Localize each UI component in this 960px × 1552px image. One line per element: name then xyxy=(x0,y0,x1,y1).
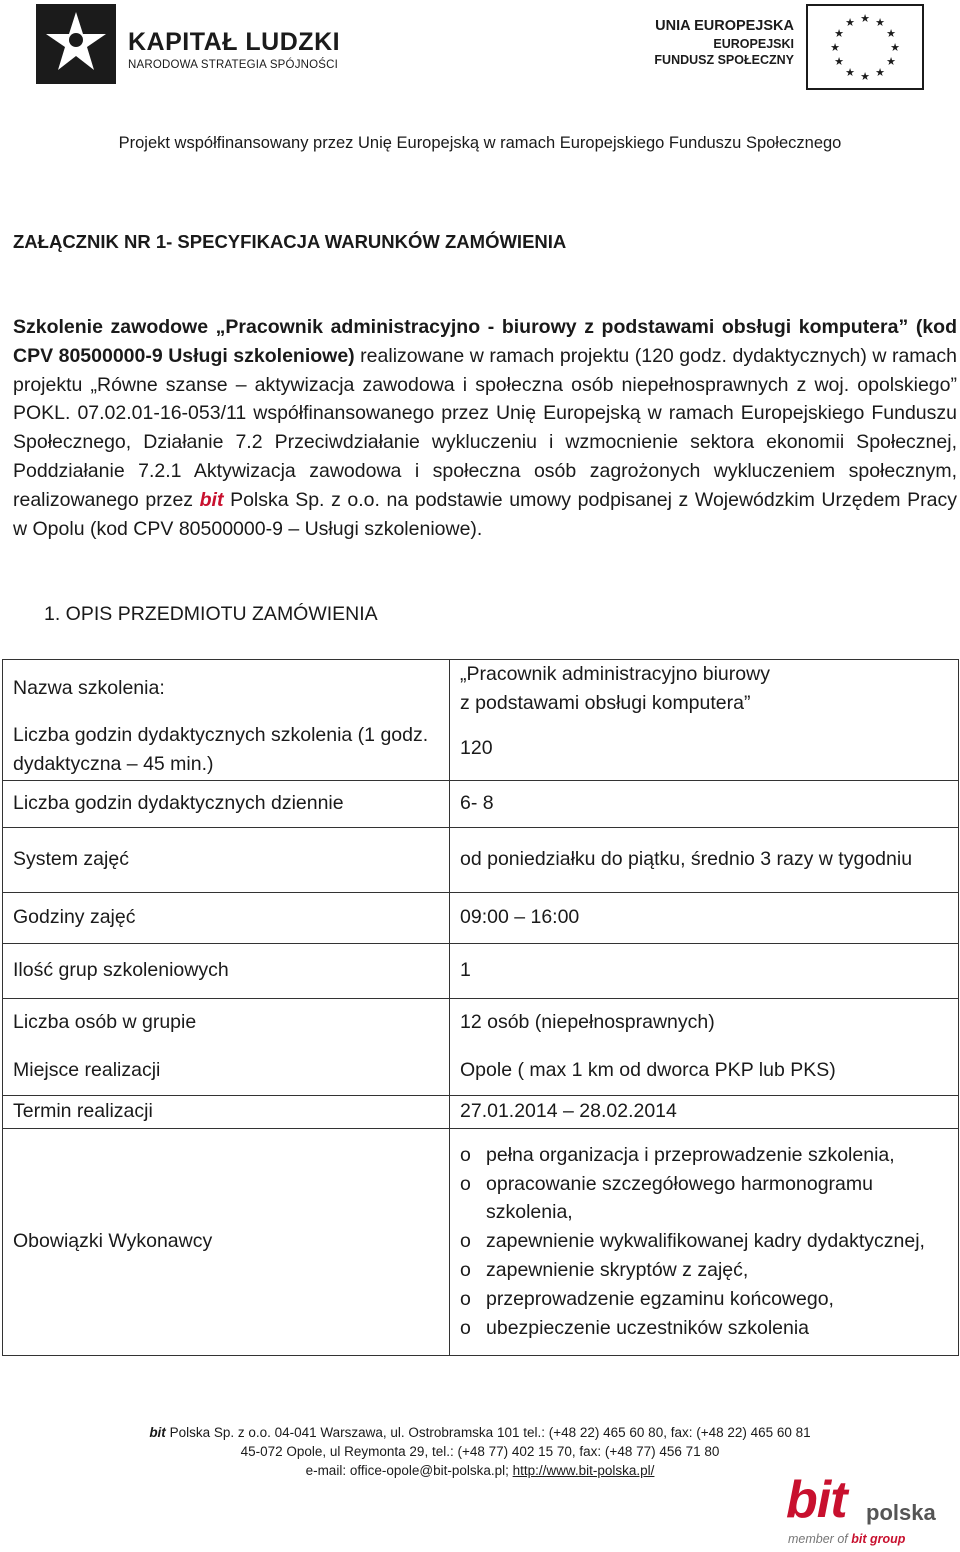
system-value: od poniedziałku do piątku, średnio 3 razy w tygodniu xyxy=(450,827,959,892)
table-row xyxy=(3,827,959,892)
table-row xyxy=(3,718,959,781)
eu-flag-icon xyxy=(806,4,924,90)
place-label: Miejsce realizacji xyxy=(3,1047,450,1096)
table-row xyxy=(3,943,959,998)
table-row xyxy=(3,1095,959,1128)
groups-value: 1 xyxy=(450,943,959,998)
kapital-ludzki-subtitle: NARODOWA STRATEGIA SPÓJNOŚCI xyxy=(128,59,339,71)
list-bullet-icon: o xyxy=(460,1316,471,1339)
list-item: o zapewnienie wykwalifikowanej kadry dydaktycznej, xyxy=(460,1227,948,1256)
table-row xyxy=(3,1047,959,1096)
table-row xyxy=(3,892,959,943)
duties-list xyxy=(460,1141,948,1343)
name-value-line-1: „Pracownik administracyjno biurowy xyxy=(460,663,770,685)
specification-table xyxy=(2,659,959,1356)
daily-hours-label: Liczba godzin dydaktycznych dziennie xyxy=(3,780,450,827)
table-row xyxy=(3,1128,959,1355)
bit-logo-tagline: member of bit group xyxy=(788,1532,906,1546)
footer-bit-word: bit xyxy=(149,1425,166,1440)
svg-text:★: ★ xyxy=(834,27,844,40)
kapital-ludzki-logo xyxy=(36,4,366,84)
list-bullet-icon: o xyxy=(460,1172,471,1195)
kapital-ludzki-emblem-icon xyxy=(36,4,116,84)
bit-polska-logo xyxy=(786,1471,956,1552)
time-value: 09:00 – 16:00 xyxy=(450,892,959,943)
term-value: 27.01.2014 – 28.02.2014 xyxy=(450,1095,959,1128)
duties-value xyxy=(450,1128,959,1355)
duties-label: Obowiązki Wykonawcy xyxy=(3,1128,450,1355)
svg-text:★: ★ xyxy=(886,55,896,68)
eu-line-3: FUNDUSZ SPOŁECZNY xyxy=(654,53,794,67)
term-label: Termin realizacji xyxy=(3,1095,450,1128)
svg-text:★: ★ xyxy=(875,16,885,29)
svg-text:★: ★ xyxy=(830,41,840,54)
table-row xyxy=(3,660,959,718)
name-label: Nazwa szkolenia: xyxy=(3,660,450,718)
section-title: 1. OPIS PRZEDMIOTU ZAMÓWIENIA xyxy=(44,603,378,625)
list-item: o ubezpieczenie uczestników szkolenia xyxy=(460,1314,948,1343)
list-item: o opracowanie szczegółowego harmonogramu szkolenia, xyxy=(460,1170,948,1228)
name-value-line-2: z podstawami obsługi komputera” xyxy=(460,691,751,714)
bit-logo-word: bit xyxy=(786,1471,847,1529)
svg-text:★: ★ xyxy=(890,41,900,54)
svg-text:★: ★ xyxy=(845,66,855,79)
website-link[interactable]: http://www.bit-polska.pl/ xyxy=(512,1463,655,1478)
list-bullet-icon: o xyxy=(460,1287,471,1310)
kapital-ludzki-title: KAPITAŁ LUDZKI xyxy=(128,28,341,56)
daily-hours-value: 6- 8 xyxy=(450,780,959,827)
system-label: System zajęć xyxy=(3,827,450,892)
svg-text:★: ★ xyxy=(834,55,844,68)
annex-title: ZAŁĄCZNIK NR 1- SPECYFIKACJA WARUNKÓW ZAMÓWIENIA xyxy=(13,231,567,252)
bit-logo-polska: polska xyxy=(866,1500,936,1525)
intro-paragraph xyxy=(13,313,957,543)
intro-bold-lead: Szkolenie zawodowe „Pracownik administracyjno - biurowy z podstawami obsługi komputera” (kod CPV 80500000-9 Usługi szkoleniowe) xyxy=(13,316,957,367)
list-bullet-icon: o xyxy=(460,1258,471,1281)
eu-line-1: UNIA EUROPEJSKA xyxy=(655,18,794,34)
persons-label: Liczba osób w grupie xyxy=(3,998,450,1047)
intro-text: realizowane w ramach projektu (120 godz. dydaktycznych) w ramach projektu „Równe szanse – aktywizacja zawodowa i społeczna osób niepełnosprawnych z woj. opolskiego” POKL. 07.02.01-16-053/11 współfinansowanego przez Unię Europejską w ramach Europejskiego Funduszu Społecznego, Działanie 7.2 Przeciwdziałanie wykluczeniu i wzmocnienie sektora ekonomii Społecznej, Poddziałanie 7.2.1 Aktywizacja zawodowa i społeczna osób zagrożonych wykluczeniem społecznym, realizowanego przez xyxy=(13,344,957,511)
groups-label: Ilość grup szkoleniowych xyxy=(3,943,450,998)
time-label: Godziny zajęć xyxy=(3,892,450,943)
svg-text:★: ★ xyxy=(845,16,855,29)
list-bullet-icon: o xyxy=(460,1230,471,1253)
svg-text:★: ★ xyxy=(860,70,870,83)
footer-line-3: e-mail: office-opole@bit-polska.pl; http://www.bit-polska.pl/ xyxy=(305,1463,655,1478)
hours-label: Liczba godzin dydaktycznych szkolenia (1 godz. dydaktyczna – 45 min.) xyxy=(3,718,450,781)
persons-value: 12 osób (niepełnosprawnych) xyxy=(450,998,959,1047)
footer-line-2: 45-072 Opole, ul Reymonta 29, tel.: (+48 77) 402 15 70, fax: (+48 77) 456 71 80 xyxy=(240,1444,720,1459)
eu-logo xyxy=(600,4,930,104)
footer-line-1: bit Polska Sp. z o.o. 04-041 Warszawa, ul. Ostrobramska 101 tel.: (+48 22) 465 60 80, fax: (+48 22) 465 60 81 xyxy=(149,1425,811,1440)
table-row xyxy=(3,998,959,1047)
hours-value: 120 xyxy=(450,718,959,781)
svg-text:★: ★ xyxy=(886,27,896,40)
list-item: o przeprowadzenie egzaminu końcowego, xyxy=(460,1285,948,1314)
intro-bit-word: bit xyxy=(199,488,224,511)
intro-text-end: Polska Sp. z o.o. na podstawie umowy podpisanej z Wojewódzkim Urzędem Pracy w Opolu (kod CPV 80500000-9 – Usługi szkoleniowe). xyxy=(13,488,957,540)
eu-line-2: EUROPEJSKI xyxy=(713,37,794,51)
table-row xyxy=(3,780,959,827)
svg-text:★: ★ xyxy=(875,66,885,79)
name-value xyxy=(450,660,959,718)
svg-text:★: ★ xyxy=(860,12,870,25)
list-item: o pełna organizacja i przeprowadzenie szkolenia, xyxy=(460,1141,948,1170)
list-item: o zapewnienie skryptów z zajęć, xyxy=(460,1256,948,1285)
cofinancing-note: Projekt współfinansowany przez Unię Europejską w ramach Europejskiego Funduszu Społecznego xyxy=(118,134,842,152)
place-value: Opole ( max 1 km od dworca PKP lub PKS) xyxy=(450,1047,959,1096)
list-bullet-icon: o xyxy=(460,1143,471,1166)
